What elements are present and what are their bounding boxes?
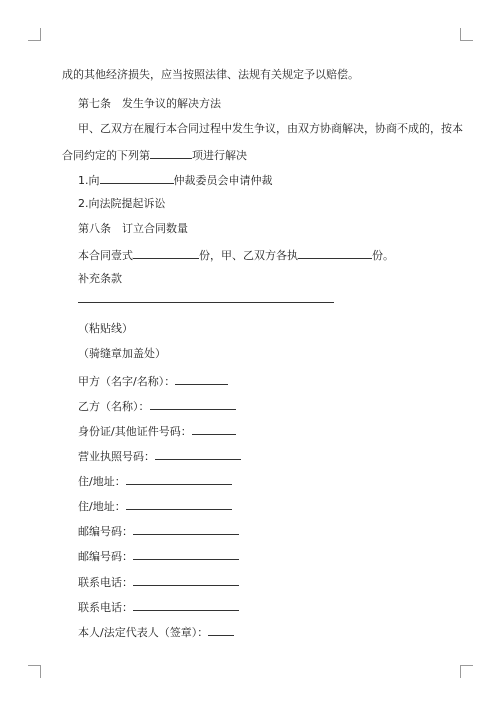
choice-blank[interactable] bbox=[150, 147, 192, 159]
postcode-label-1: 邮编号码： bbox=[78, 525, 133, 538]
party-a-blank[interactable] bbox=[175, 373, 228, 385]
phone-field-1 bbox=[78, 574, 239, 590]
id-number-field bbox=[78, 423, 236, 439]
copies-prefix: 本合同壹式 bbox=[78, 249, 133, 262]
each-party-copies-blank[interactable] bbox=[298, 247, 372, 259]
address-label-2: 住/地址： bbox=[78, 500, 126, 513]
address-field-1 bbox=[78, 473, 232, 489]
postcode-blank-1[interactable] bbox=[133, 523, 239, 535]
copies-mid: 份，甲、乙双方各执 bbox=[199, 249, 298, 262]
corner-mark-bottom-left bbox=[28, 665, 41, 678]
copies-suffix: 份。 bbox=[372, 249, 394, 262]
license-number-blank[interactable] bbox=[155, 448, 241, 460]
postcode-field-2 bbox=[78, 548, 239, 564]
option-1-suffix: 仲裁委员会申请仲裁 bbox=[173, 174, 273, 187]
choice-suffix: 项进行解决 bbox=[192, 149, 247, 162]
total-copies-blank[interactable] bbox=[133, 247, 199, 259]
phone-field-2 bbox=[78, 599, 239, 615]
option-2-litigation: 2.向法院提起诉讼 bbox=[78, 197, 166, 210]
phone-label-2: 联系电话： bbox=[78, 601, 133, 614]
license-number-label: 营业执照号码： bbox=[78, 450, 155, 463]
legal-representative-blank[interactable] bbox=[208, 624, 234, 636]
party-b-field bbox=[78, 398, 236, 414]
address-field-2 bbox=[78, 498, 232, 514]
arbitration-committee-blank[interactable] bbox=[100, 172, 174, 184]
id-number-label: 身份证/其他证件号码： bbox=[78, 425, 192, 438]
address-blank-2[interactable] bbox=[126, 498, 232, 510]
postcode-label-2: 邮编号码： bbox=[78, 550, 133, 563]
article-7-choice-line bbox=[62, 147, 247, 163]
article-8-paragraph bbox=[78, 247, 394, 263]
legal-representative-label: 本人/法定代表人（签章）： bbox=[78, 626, 209, 639]
paste-line-label: （粘贴线） bbox=[78, 322, 133, 335]
supplementary-clauses-rule bbox=[78, 302, 334, 303]
corner-mark-top-right bbox=[460, 28, 473, 41]
address-label-1: 住/地址： bbox=[78, 475, 126, 488]
corner-mark-bottom-right bbox=[460, 665, 473, 678]
postcode-field-1 bbox=[78, 523, 239, 539]
address-blank-1[interactable] bbox=[126, 473, 232, 485]
party-b-label: 乙方（名称）： bbox=[78, 400, 150, 413]
seal-placement-label: （骑缝章加盖处） bbox=[78, 347, 166, 360]
license-number-field bbox=[78, 448, 241, 464]
option-1-prefix: 1.向 bbox=[78, 174, 100, 187]
party-b-blank[interactable] bbox=[150, 398, 236, 410]
phone-blank-1[interactable] bbox=[133, 574, 239, 586]
choice-prefix: 合同约定的下列第 bbox=[62, 149, 150, 162]
party-a-label: 甲方（名字/名称）： bbox=[78, 375, 176, 388]
legal-representative-field bbox=[78, 624, 234, 640]
text-line-compensation: 成的其他经济损失，应当按照法律、法规有关规定予以赔偿。 bbox=[62, 68, 359, 81]
supplementary-clauses-label: 补充条款 bbox=[78, 272, 122, 285]
article-7-paragraph: 甲、乙双方在履行本合同过程中发生争议，由双方协商解决，协商不成的，按本 bbox=[78, 122, 463, 135]
option-1-arbitration bbox=[78, 172, 273, 188]
party-a-field bbox=[78, 373, 228, 389]
postcode-blank-2[interactable] bbox=[133, 548, 239, 560]
phone-blank-2[interactable] bbox=[133, 599, 239, 611]
article-7-heading: 第七条 发生争议的解决方法 bbox=[78, 97, 221, 110]
id-number-blank[interactable] bbox=[192, 423, 236, 435]
corner-mark-top-left bbox=[28, 28, 41, 41]
phone-label-1: 联系电话： bbox=[78, 576, 133, 589]
article-8-heading: 第八条 订立合同数量 bbox=[78, 222, 188, 235]
